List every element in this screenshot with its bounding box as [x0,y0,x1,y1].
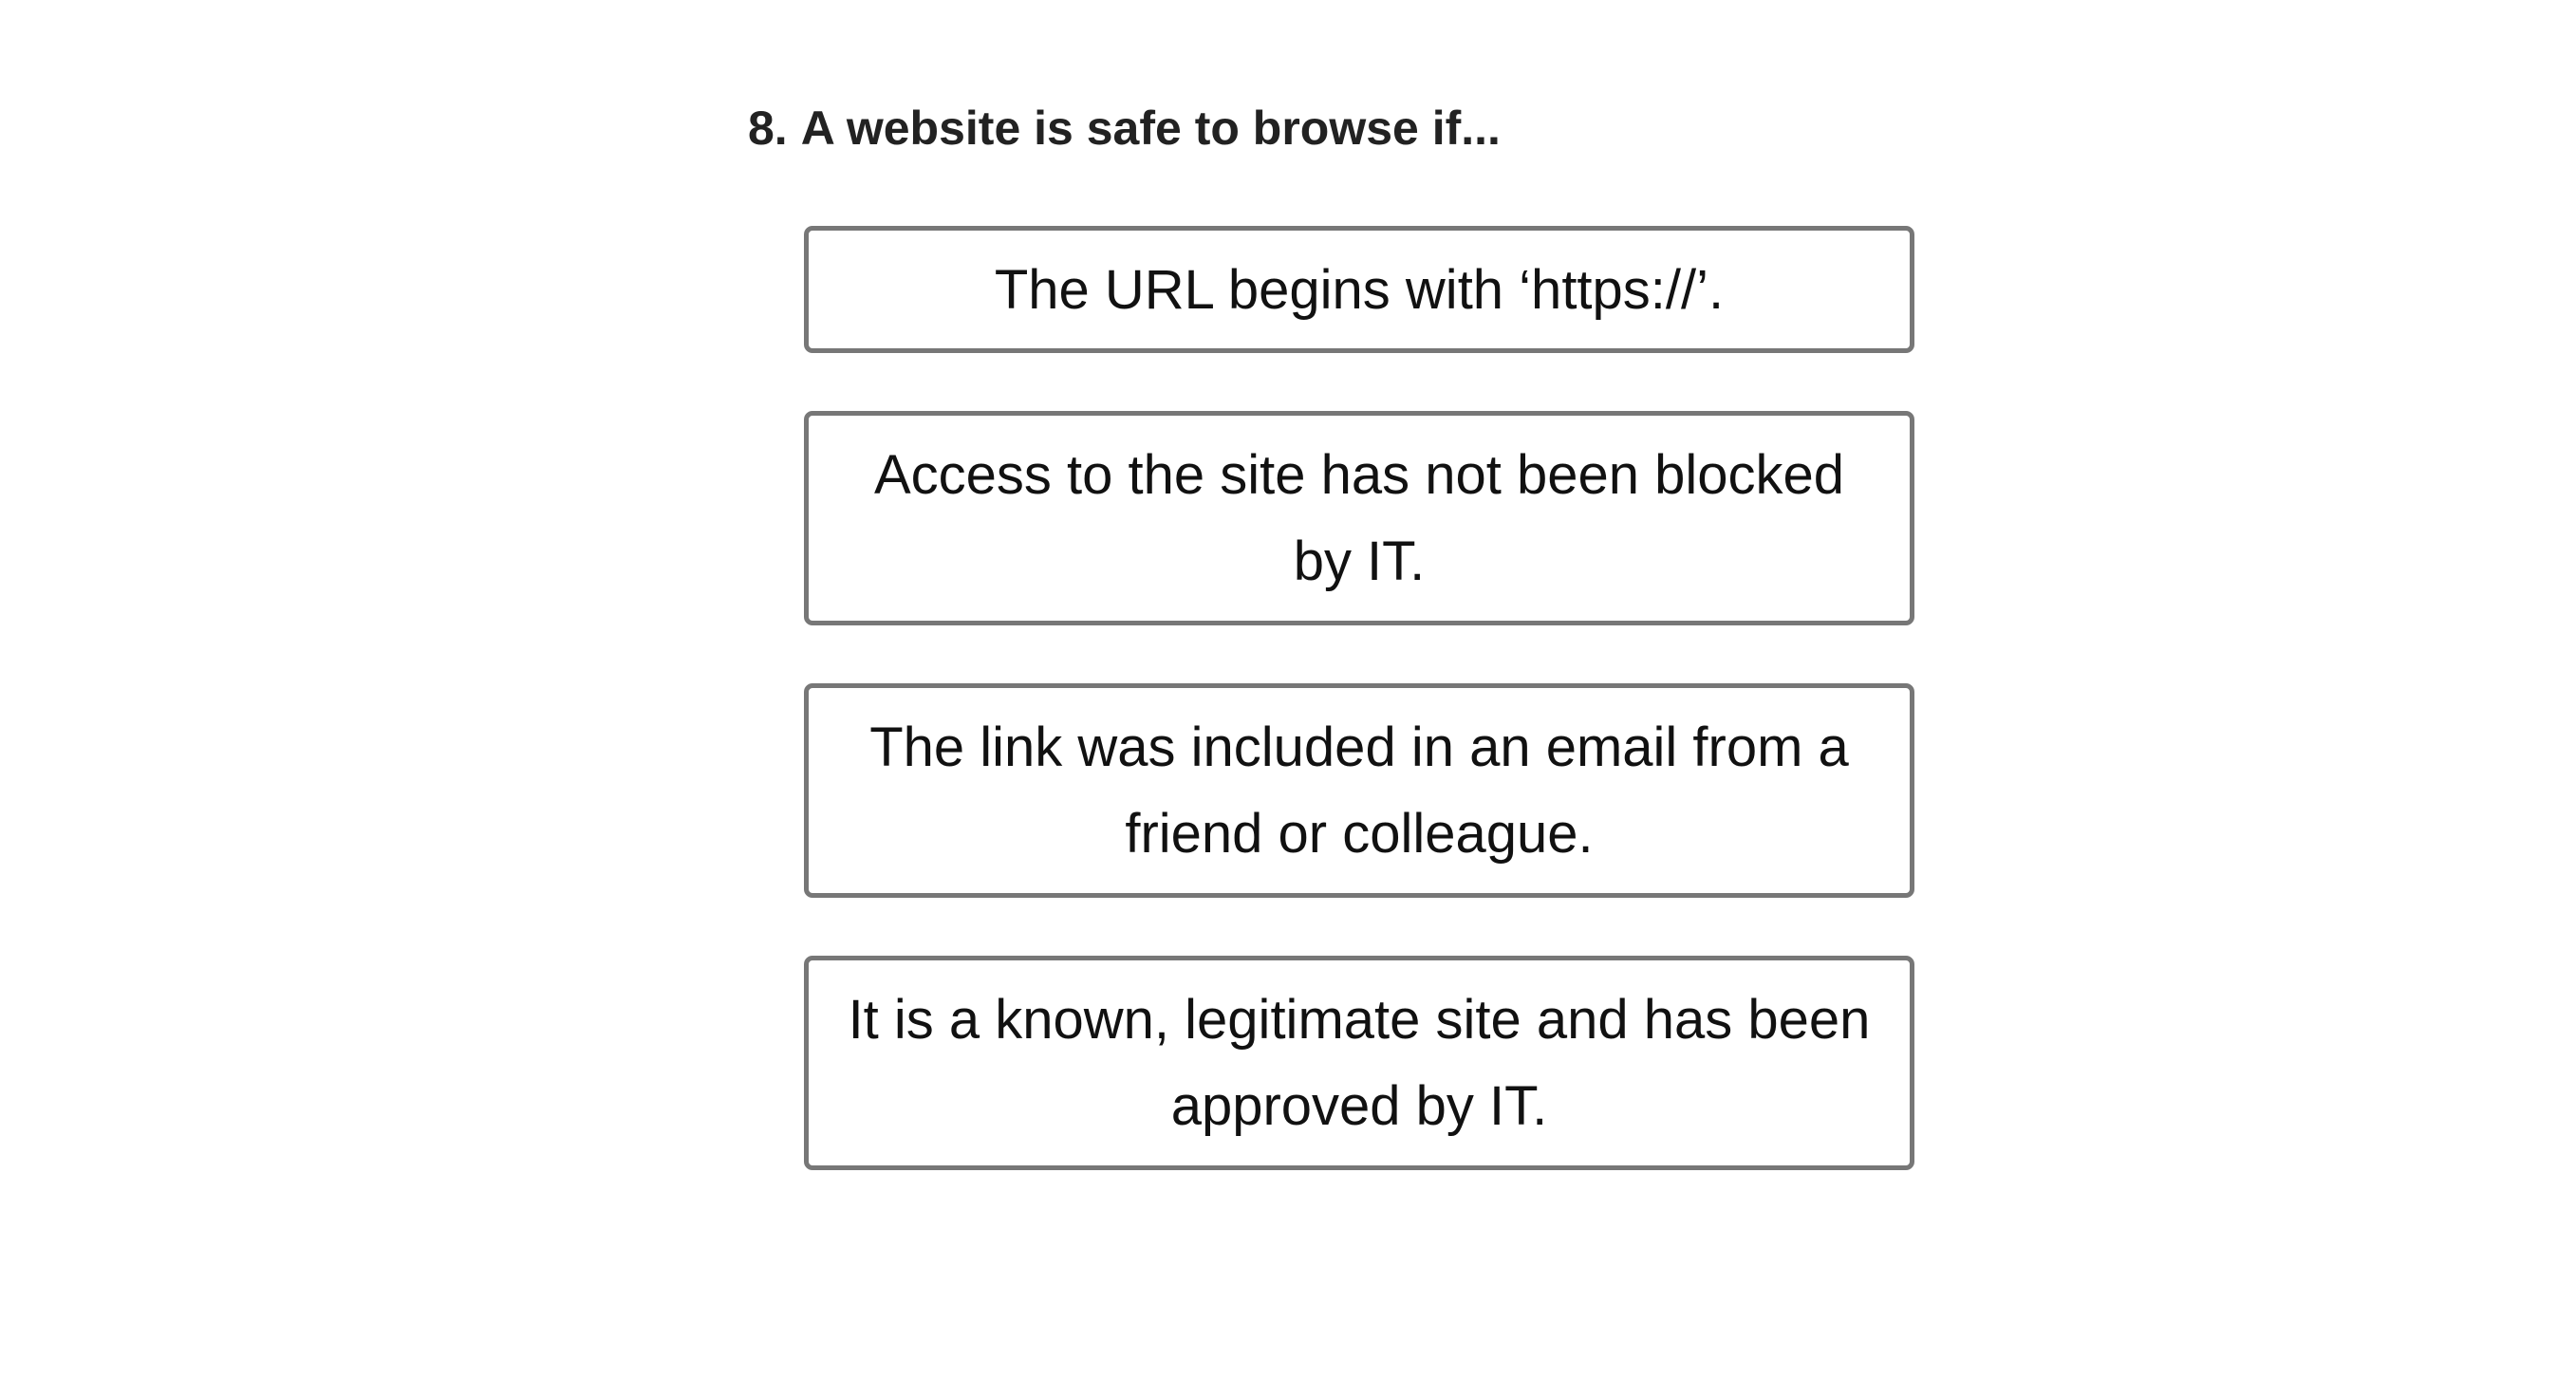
answer-option-1[interactable] [804,226,1914,353]
answer-option-label: It is a known, legitimate site and has been approved by IT. [848,989,1871,1137]
answer-option-label: The link was included in an email from a friend or colleague. [869,717,1849,865]
answer-option-2[interactable] [804,411,1914,625]
question-number: 8. [748,102,788,155]
answer-option-label: The URL begins with ‘https://’. [994,258,1725,321]
answer-option-label: Access to the site has not been blocked by IT. [873,444,1845,592]
question-text: A website is safe to browse if... [800,102,1501,155]
answer-option-3[interactable] [804,683,1914,898]
answer-option-4[interactable] [804,956,1914,1170]
question-heading [748,95,2077,161]
